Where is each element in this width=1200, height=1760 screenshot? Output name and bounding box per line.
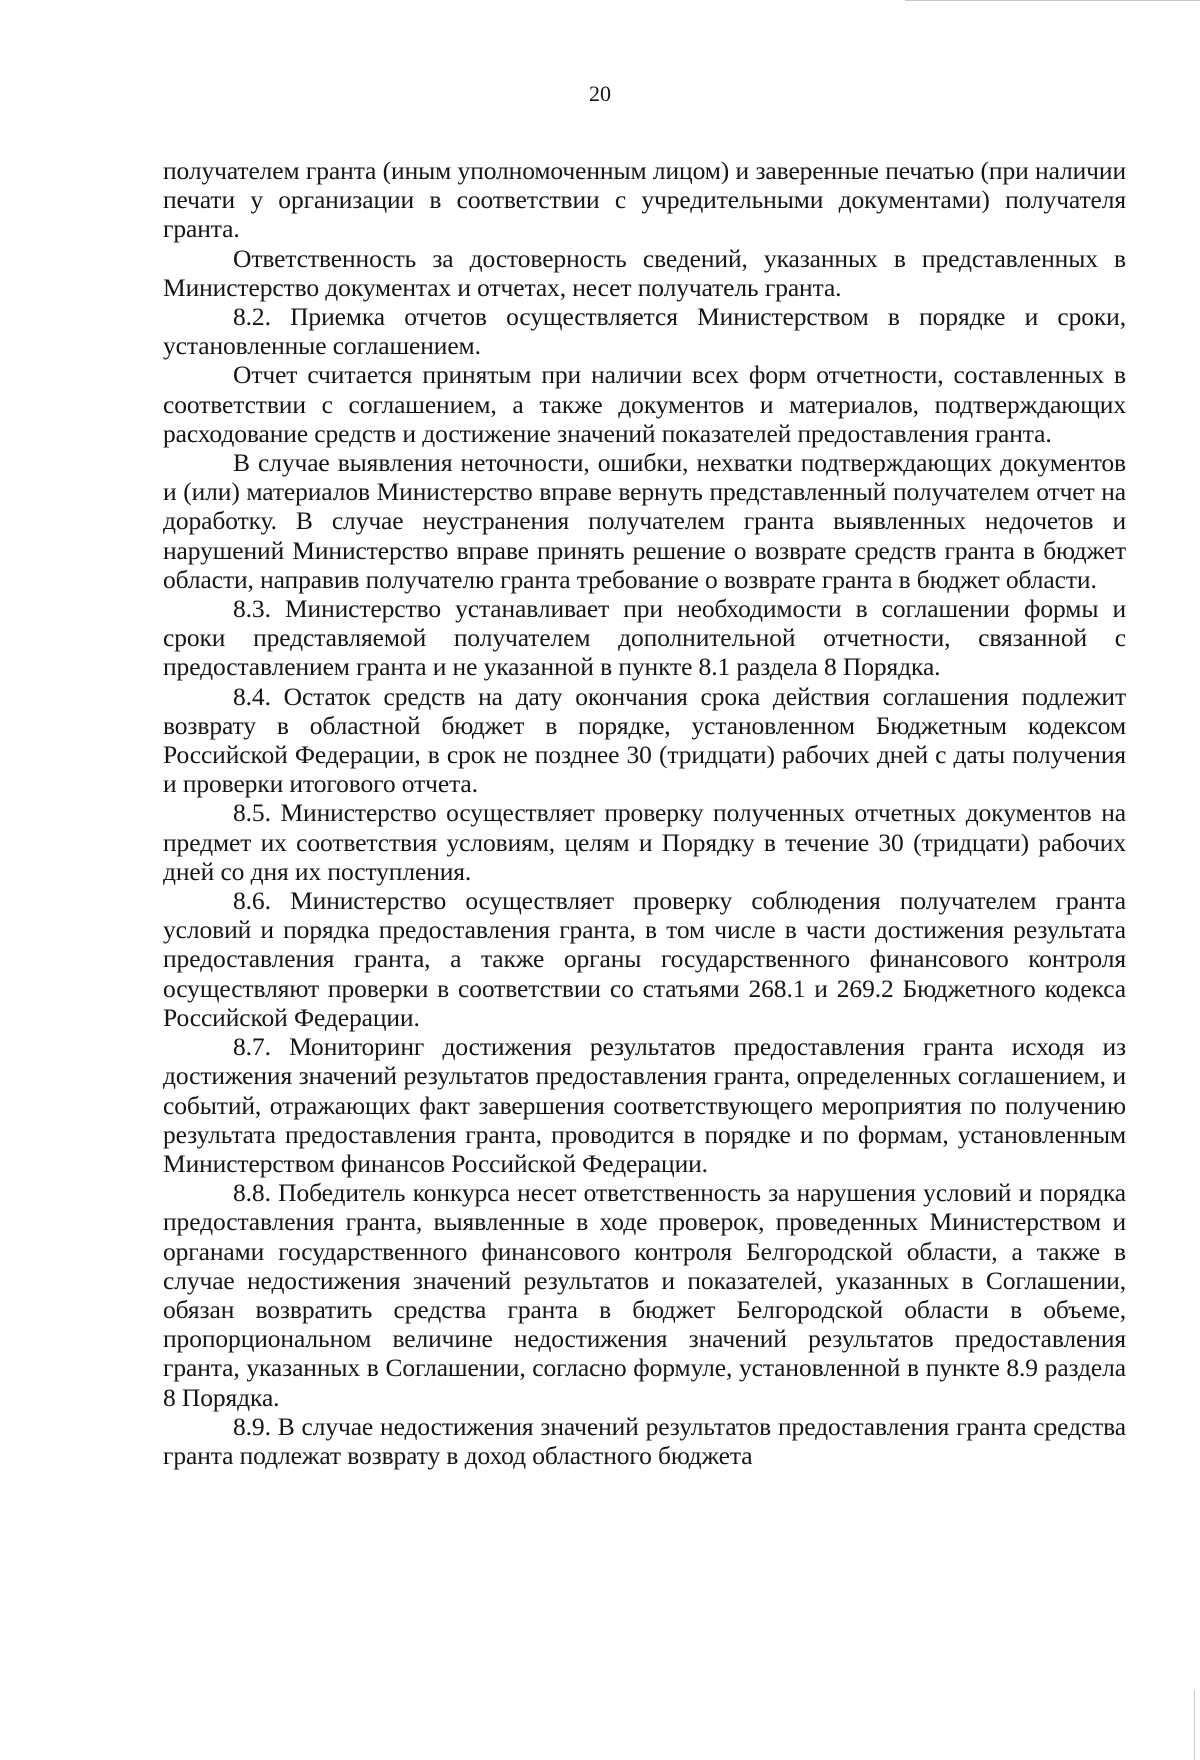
scan-edge-mark-top xyxy=(905,0,1200,1)
paragraph-continuation: получателем гранта (иным уполномоченным лицом) и заверенные печатью (при наличии печати у организации в соответствии с учредительными документами) получателя гранта. xyxy=(163,156,1126,244)
paragraph-inaccuracy: В случае выявления неточности, ошибки, нехватки подтверждающих документов и (или) материалов Министерство вправе вернуть представленный получателем отчет на доработку. В случае неустранения получателем гранта выявленных недочетов и нарушений Министерство вправе принять решение о возврате средств гранта в бюджет области, направив получателю гранта требование о возврате гранта в бюджет области. xyxy=(163,448,1126,594)
scan-edge-mark-right xyxy=(1194,1690,1195,1760)
paragraph-report-accepted: Отчет считается принятым при наличии всех форм отчетности, составленных в соответствии с соглашением, а также документов и материалов, подтверждающих расходование средств и достижение значений показателей предоставления гранта. xyxy=(163,360,1126,448)
paragraph-8-9: 8.9. В случае недостижения значений результатов предоставления гранта средства гранта подлежат возврату в доход областного бюджета xyxy=(163,1411,1126,1470)
document-body xyxy=(163,156,1126,1470)
paragraph-8-6: 8.6. Министерство осуществляет проверку соблюдения получателем гранта условий и порядка предоставления гранта, в том числе в части достижения результата предоставления гранта, а также органы государственного финансового контроля осуществляют проверки в соответствии со статьями 268.1 и 269.2 Бюджетного кодекса Российской Федерации. xyxy=(163,886,1126,1032)
paragraph-8-3: 8.3. Министерство устанавливает при необходимости в соглашении формы и сроки представляемой получателем дополнительной отчетности, связанной с предоставлением гранта и не указанной в пункте 8.1 раздела 8 Порядка. xyxy=(163,594,1126,682)
paragraph-8-2: 8.2. Приемка отчетов осуществляется Министерством в порядке и сроки, установленные соглашением. xyxy=(163,302,1126,361)
paragraph-8-5: 8.5. Министерство осуществляет проверку полученных отчетных документов на предмет их соответствия условиям, целям и Порядку в течение 30 (тридцати) рабочих дней со дня их поступления. xyxy=(163,798,1126,886)
paragraph-responsibility: Ответственность за достоверность сведений, указанных в представленных в Министерство документах и отчетах, несет получатель гранта. xyxy=(163,243,1126,302)
paragraph-8-7: 8.7. Мониторинг достижения результатов предоставления гранта исходя из достижения значений результатов предоставления гранта, определенных соглашением, и событий, отражающих факт завершения соответствующего мероприятия по получению результата предоставления гранта, проводится в порядке и по формам, установленным Министерством финансов Российской Федерации. xyxy=(163,1032,1126,1178)
paragraph-8-4: 8.4. Остаток средств на дату окончания срока действия соглашения подлежит возврату в областной бюджет в порядке, установленном Бюджетным кодексом Российской Федерации, в срок не позднее 30 (тридцати) рабочих дней с даты получения и проверки итогового отчета. xyxy=(163,681,1126,799)
page-number: 20 xyxy=(589,81,611,106)
paragraph-8-8: 8.8. Победитель конкурса несет ответственность за нарушения условий и порядка предоставления гранта, выявленные в ходе проверок, проведенных Министерством и органами государственного финансового контроля Белгородской области, а также в случае недостижения значений результатов и показателей, указанных в Соглашении, обязан возвратить средства гранта в бюджет Белгородской области в объеме, пропорциональном величине недостижения значений результатов предоставления гранта, указанных в Соглашении, согласно формуле, установленной в пункте 8.9 раздела 8 Порядка. xyxy=(163,1178,1126,1412)
